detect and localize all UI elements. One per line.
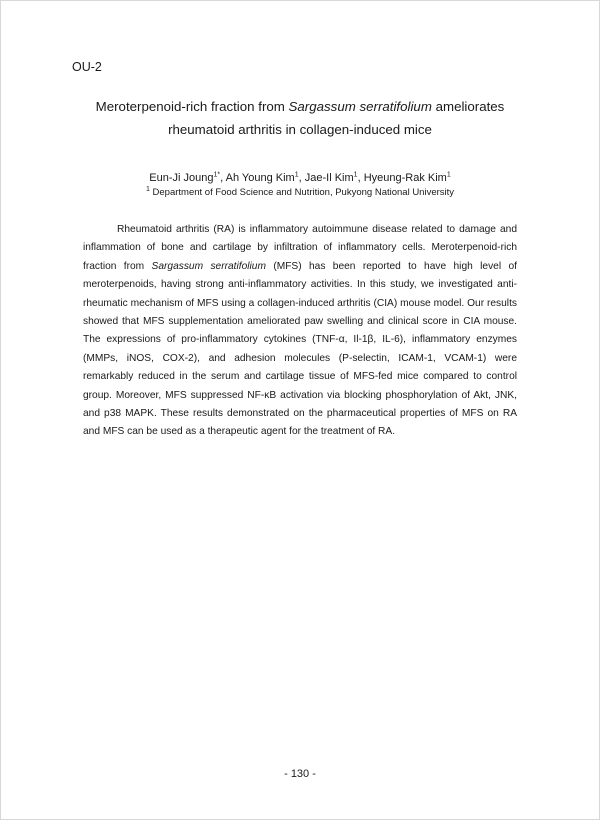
author-separator: , <box>357 172 364 184</box>
session-code: OU-2 <box>72 60 102 74</box>
affiliation-text: Department of Food Science and Nutrition, Pukyong National University <box>149 187 455 198</box>
title-text-end: ameliorates rheumatoid arthritis in collagen-induced mice <box>168 99 505 137</box>
author-separator: , <box>298 172 305 184</box>
affiliation-mark: 1 <box>145 185 150 193</box>
author-name: Jae-Il Kim <box>304 172 354 184</box>
author-separator: , <box>220 172 226 184</box>
author-list <box>72 170 528 186</box>
abstract-species-name: Sargassum serratifolium <box>151 260 266 272</box>
author-name: Eun-Ji Joung <box>149 172 214 184</box>
page-number: - 130 - <box>284 768 316 780</box>
affiliation <box>72 186 528 200</box>
author-name: Ah Young Kim <box>225 172 295 184</box>
author-affiliation-mark: 1 <box>446 171 451 179</box>
author-affiliation-mark: 1 <box>294 171 299 179</box>
abstract-text-start: Rheumatoid arthritis (RA) is inflammatory autoimmune disease related to damage and inflammation of bone and cartilage by infiltration of inflammatory cells. Meroterpenoid-rich fraction from <box>83 224 517 272</box>
title-species-name: Sargassum serratifolium <box>288 99 432 114</box>
title-text-start: Meroterpenoid-rich fraction from <box>95 99 289 114</box>
abstract-body <box>83 221 517 442</box>
paper-title <box>72 95 528 141</box>
author-affiliation-mark: 1 <box>353 171 358 179</box>
author-affiliation-mark: 1* <box>213 171 221 179</box>
abstract-text-end: (MFS) has been reported to have high level of meroterpenoids, having strong anti-inflammatory activities. In this study, we investigated anti-rheumatic mechanism of MFS using a collagen-induced arthritis (CIA) mouse model. Our results showed that MFS supplementation ameliorated paw swelling and clinical score in CIA mouse. The expressions of pro-inflammatory cytokines (TNF-α, Il-1β, IL-6), inflammatory enzymes (MMPs, iNOS, COX-2), and adhesion molecules (P-selectin, ICAM-1, VCAM-1) were remarkably reduced in the serum and cartilage tissue of MFS-fed mice compared to control group. Moreover, MFS suppressed NF-κB activation via blocking phosphorylation of Akt, JNK, and p38 MAPK. These results demonstrated on the pharmaceutical properties of MFS on RA and MFS can be used as a therapeutic agent for the treatment of RA. <box>83 260 517 438</box>
author-name: Hyeung-Rak Kim <box>363 172 447 184</box>
